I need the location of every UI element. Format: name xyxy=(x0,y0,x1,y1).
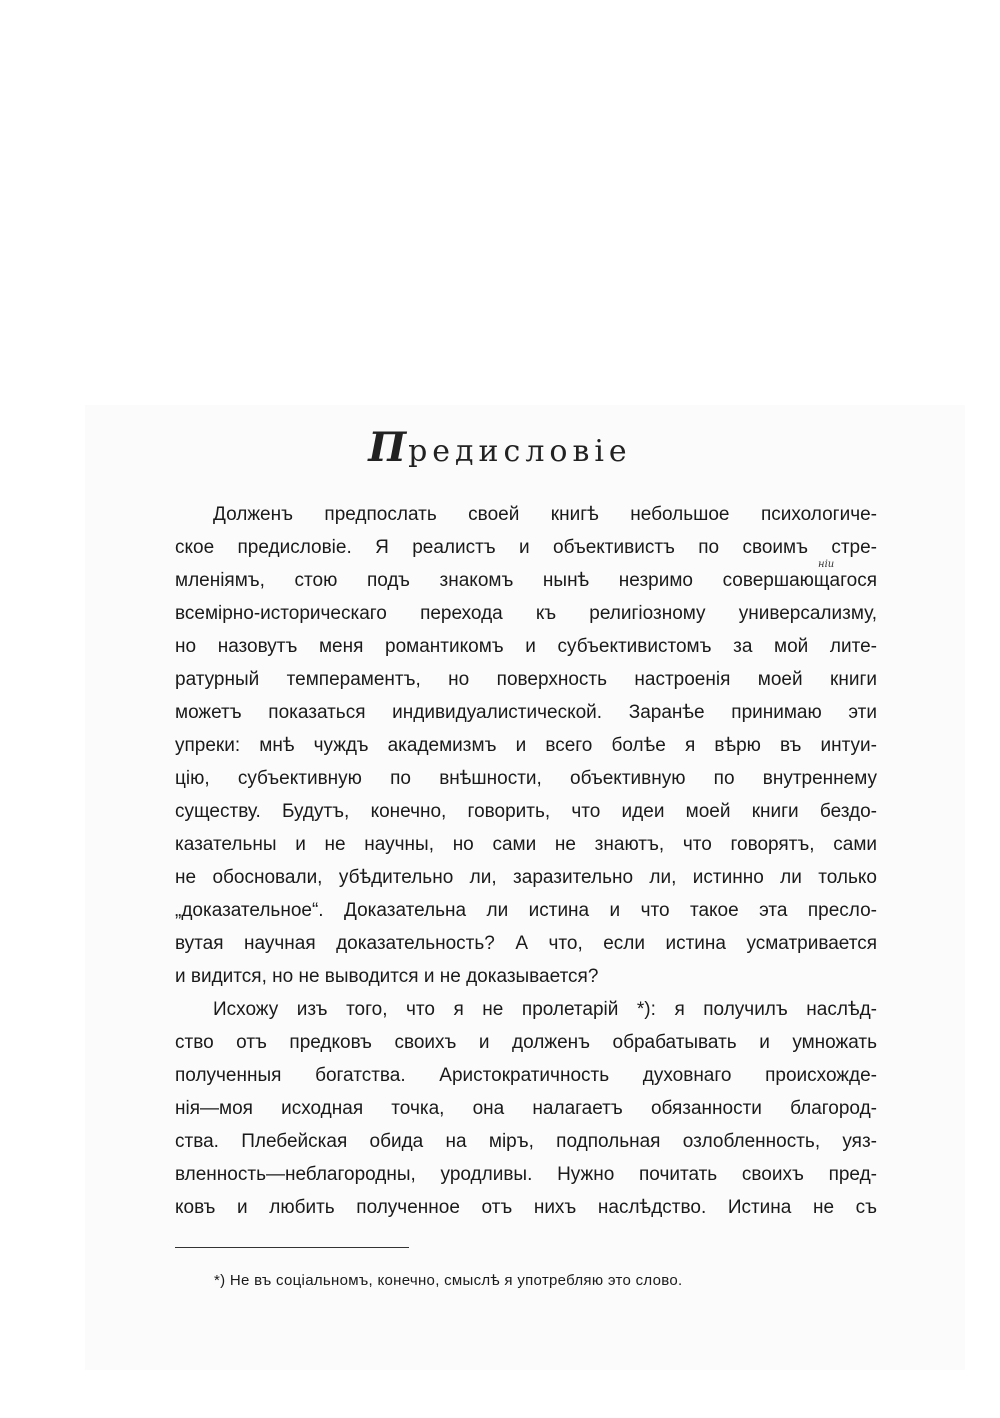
title-rest: редисловіе xyxy=(408,434,632,469)
text-line: всемірно-историческаго перехода къ религіозному универсализму, xyxy=(175,603,877,624)
text-line: существу. Будутъ, конечно, говорить, что идеи моей книги бездо- xyxy=(175,801,877,822)
text-line: ство отъ предковъ своихъ и долженъ обрабатывать и умножать xyxy=(175,1032,877,1053)
text-line: ратурный темпераментъ, но поверхность настроенія моей книги xyxy=(175,669,877,690)
footnote: *) Не въ соціальномъ, конечно, смыслѣ я употребляю это слово. xyxy=(214,1272,683,1289)
text-line: казательны и не научны, но сами не знаютъ, что говорятъ, сами xyxy=(175,834,877,855)
text-line: не обосновали, убѣдительно ли, заразительно ли, истинно ли только xyxy=(175,867,877,888)
text-line: упреки: мнѣ чуждъ академизмъ и всего болѣе я вѣрю въ интуи- xyxy=(175,735,877,756)
title-initial: П xyxy=(368,424,409,471)
text-line: ства. Плебейская обида на міръ, подпольная озлобленность, уяз- xyxy=(175,1131,877,1152)
text-line: цію, субъективную по внѣшности, объективную по внутреннему xyxy=(175,768,877,789)
body-text xyxy=(175,504,877,1230)
footnote-divider xyxy=(175,1247,409,1248)
page-title xyxy=(0,424,1000,471)
text-line: ское предисловіе. Я реалистъ и объективистъ по своимъ стре- xyxy=(175,537,877,558)
text-line: нія—моя исходная точка, она налагаетъ обязанности благород- xyxy=(175,1098,877,1119)
text-line: можетъ показаться индивидуалистической. Заранѣе принимаю эти xyxy=(175,702,877,723)
text-line: вленность—неблагородны, уродливы. Нужно почитать своихъ пред- xyxy=(175,1164,877,1185)
text-line: и видится, но не выводится и не доказывается? xyxy=(175,966,599,987)
text-line: вутая научная доказательность? А что, если истина усматривается xyxy=(175,933,877,954)
text-line: мленіямъ, стою подъ знакомъ нынѣ незримо совершающагося xyxy=(175,570,877,591)
text-line: полученныя богатства. Аристократичность духовнаго происхожде- xyxy=(175,1065,877,1086)
text-line: ковъ и любить полученное отъ нихъ наслѣдство. Истина не съ xyxy=(175,1197,877,1218)
handwritten-annotation: ніи xyxy=(818,559,835,570)
text-line: но назовутъ меня романтикомъ и субъективистомъ за мой лите- xyxy=(175,636,877,657)
text-line: „доказательное“. Доказательна ли истина и что такое эта пресло- xyxy=(175,900,877,921)
text-line: Исхожу изъ того, что я не пролетарій *): я получилъ наслѣд- xyxy=(213,999,877,1020)
text-line: Долженъ предпослать своей книгѣ небольшое психологиче- xyxy=(213,504,877,525)
